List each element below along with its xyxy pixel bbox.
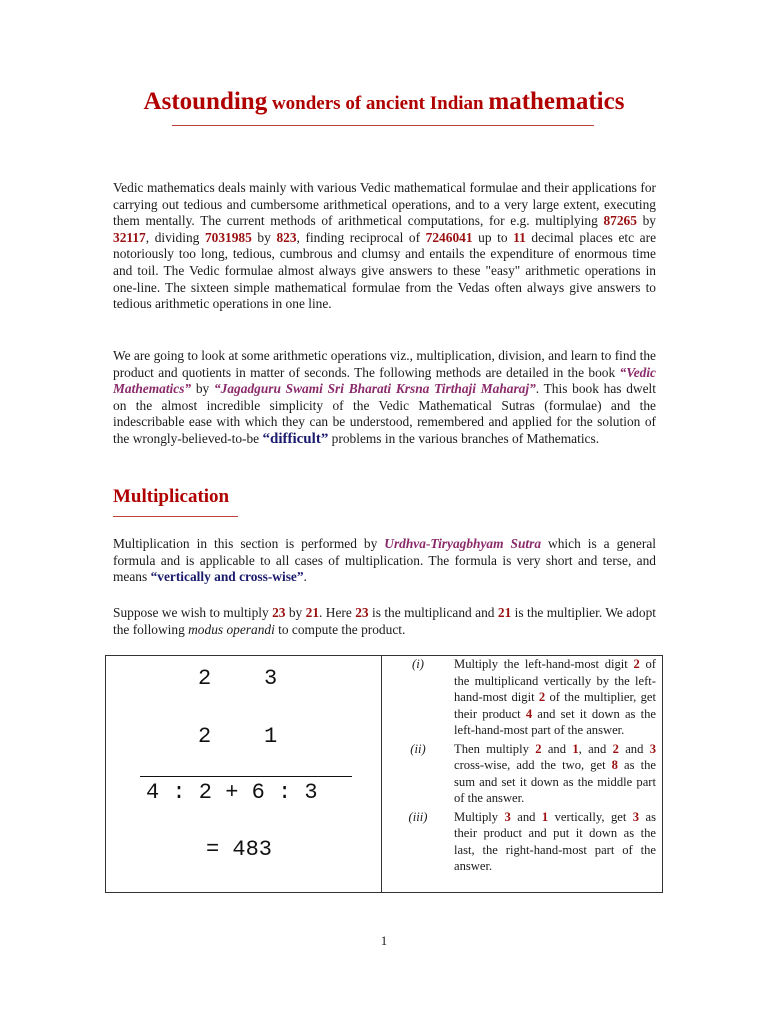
step-1 — [382, 656, 662, 739]
number-7246041: 7246041 — [425, 229, 473, 245]
calc-partials: 4 : 2 + 6 : 3 — [146, 780, 318, 805]
page-title — [0, 88, 768, 116]
difficult-emphasis: “difficult” — [262, 430, 329, 447]
title-part-wonders: wonders of ancient Indian — [267, 93, 489, 114]
step-1-text: Multiply the left-hand-most digit 2 of the multiplicand vertically by the left-hand-most digit 2 of the multiplier, get their product 4 and set it down as the left-hand-most part of the answer. — [454, 657, 657, 737]
section-heading-multiplication: Multiplication — [113, 486, 230, 507]
example-paragraph: Suppose we wish to multiply 23 by 21. Here 23 is the multiplicand and 21 is the multiplier. We adopt the following modus operandi to compute the product. — [113, 605, 656, 637]
multiplier: 21 — [305, 605, 320, 620]
number-87265: 87265 — [603, 213, 637, 229]
multiplier-ref: 21 — [497, 605, 512, 620]
step-3-text: Multiply 3 and 1 vertically, get 3 as their product and put it down as the last, the right-hand-most part of the answer. — [454, 809, 657, 873]
book-title: “Vedic Mathematics” — [113, 364, 656, 397]
step-2-text: Then multiply 2 and 1, and 2 and 3 cross-wise, add the two, get 8 as the sum and set it down as the middle part of the answer. — [454, 741, 657, 805]
page-number: 1 — [380, 933, 388, 948]
step-2 — [382, 741, 662, 807]
calc-multiplicand: 2 3 — [198, 666, 278, 691]
step-3-number: (iii) — [408, 809, 428, 824]
multiplicand: 23 — [272, 605, 286, 620]
vertically-crosswise-emphasis: “vertically and cross-wise” — [150, 569, 304, 585]
sutra-name: Urdhva-Tiryagbhyam Sutra — [384, 536, 542, 551]
multiplication-table — [105, 655, 663, 893]
section-heading-underline — [113, 516, 238, 517]
sutra-paragraph: Multiplication in this section is performed by Urdhva-Tiryagbhyam Sutra which is a general formula and is applicable to all cases of multiplication. The formula is very short and terse, and means “vertically and cross-wise”. — [113, 536, 656, 585]
calc-line — [140, 776, 352, 777]
step-2-number: (ii) — [410, 741, 426, 756]
number-7031985: 7031985 — [204, 229, 252, 245]
calculation-cell — [106, 656, 382, 893]
multiplicand-ref: 23 — [355, 605, 369, 620]
steps-cell — [382, 656, 663, 893]
number-32117: 32117 — [113, 229, 146, 245]
calc-result: = 483 — [206, 837, 273, 862]
step-1-number: (i) — [412, 657, 424, 671]
title-underline — [172, 125, 594, 126]
modus-operandi: modus operandi — [188, 621, 275, 637]
number-823: 823 — [276, 229, 297, 245]
book-author: “Jagadguru Swami Sri Bharati Krsna Tirthaji Maharaj” — [213, 381, 536, 397]
number-11: 11 — [513, 229, 526, 245]
title-part-mathematics: mathematics — [488, 88, 625, 115]
step-3 — [382, 809, 662, 875]
book-paragraph: We are going to look at some arithmetic operations viz., multiplication, division, and learn to find the product and quotients in matter of seconds. The following methods are detailed in the book “Vedic Mathematics” by “Jagadguru Swami Sri Bharati Krsna Tirthaji Maharaj”. This book has dwelt on the almost incredible simplicity of the Vedic Mathematical Sutras (formulae) and the indescribable ease with which they can be understood, remembered and applied for the solution of the wrongly-believed-to-be “difficult” problems in the various branches of Mathematics. — [113, 348, 656, 447]
calc-multiplier: 2 1 — [198, 724, 278, 749]
intro-paragraph: Vedic mathematics deals mainly with various Vedic mathematical formulae and their applications for carrying out tedious and cumbersome arithmetical operations, and to a very large extent, executing them mentally. The current methods of arithmetical computations, for e.g. multiplying 87265 by 32117, dividing 7031985 by 823, finding reciprocal of 7246041 up to 11 decimal places etc are notoriously too long, tedious, cumbrous and clumsy and entails the expenditure of enormous time and toil. The Vedic formulae almost always give answers to these "easy" arithmetic operations in one-line. The sixteen simple mathematical formulae from the Vedas often always give answers to tedious arithmetic operations in one line. — [113, 180, 657, 312]
title-part-astounding: Astounding — [143, 88, 268, 115]
